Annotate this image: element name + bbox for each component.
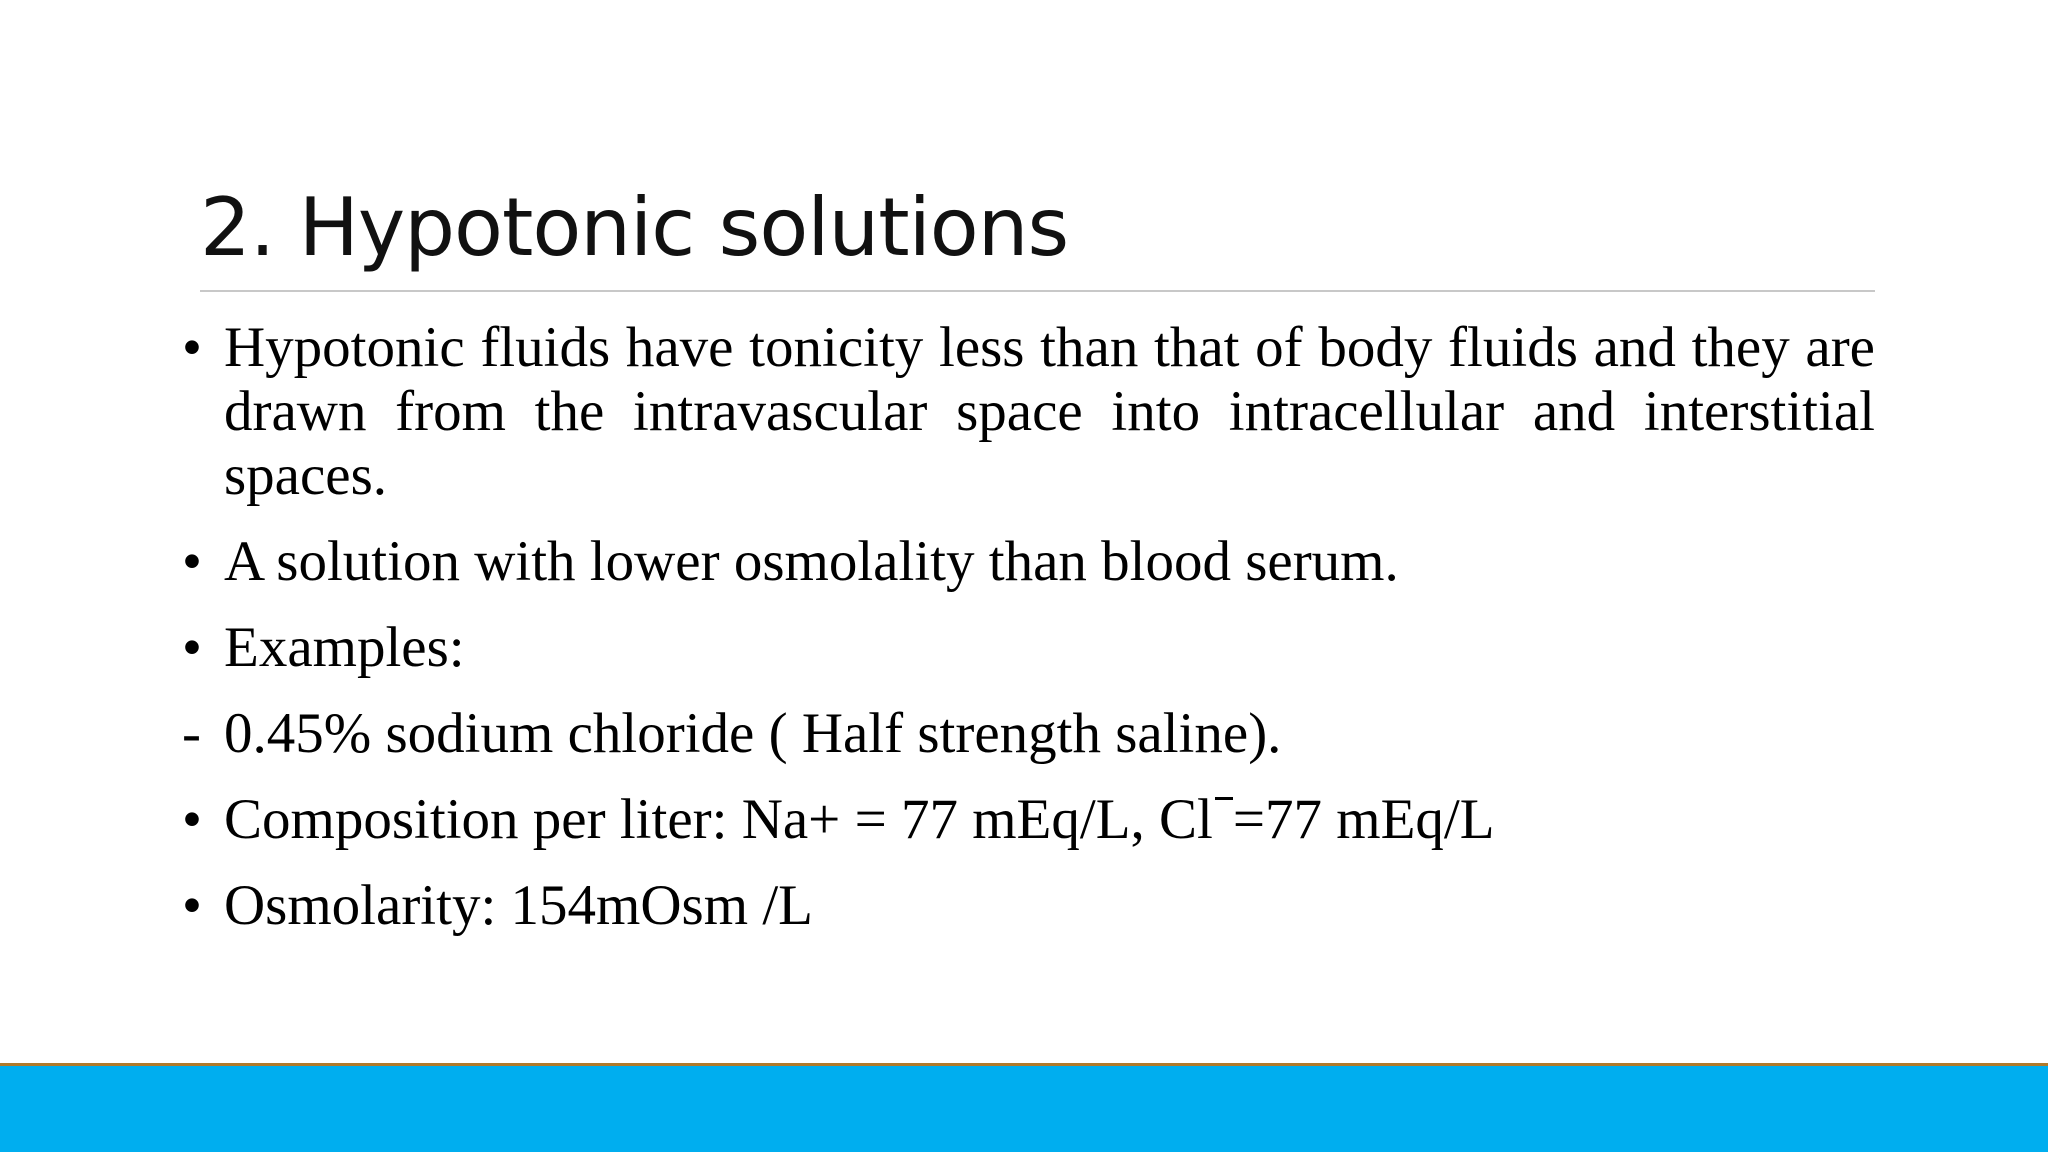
footer-accent-bar [0, 1063, 2048, 1152]
bullet-item-osmolality [182, 530, 1875, 594]
title-divider [200, 290, 1875, 292]
bullet-item-osmolarity [182, 874, 1875, 938]
bullet-text: A solution with lower osmolality than blood serum. [224, 530, 1399, 593]
dash-marker: - [182, 702, 201, 765]
bullet-text-after: =77 mEq/L [1232, 788, 1495, 851]
superscript-minus-mark [1215, 797, 1233, 800]
bullet-text: Hypotonic fluids have tonicity less than that of body fluids and they are drawn from the intravascular space into intracellular and interstitial spaces. [224, 316, 1875, 507]
bullet-marker: • [182, 874, 202, 937]
dash-item-half-saline [182, 702, 1875, 766]
bullet-item-examples [182, 616, 1875, 680]
bullet-marker: • [182, 530, 202, 593]
bullet-marker: • [182, 788, 202, 851]
bullet-text: Examples: [224, 616, 465, 679]
slide-title: 2. Hypotonic solutions [200, 181, 1069, 274]
bullet-marker: • [182, 316, 202, 379]
bullet-item-composition [182, 788, 1875, 852]
bullet-text: Osmolarity: 154mOsm /L [224, 874, 813, 937]
bullet-list [182, 316, 1875, 960]
bullet-marker: • [182, 616, 202, 679]
bullet-item-hypotonic-definition [182, 316, 1875, 508]
bullet-text-before: Composition per liter: Na+ = 77 mEq/L, Cl [224, 788, 1213, 851]
bullet-text: 0.45% sodium chloride ( Half strength saline). [224, 702, 1282, 765]
